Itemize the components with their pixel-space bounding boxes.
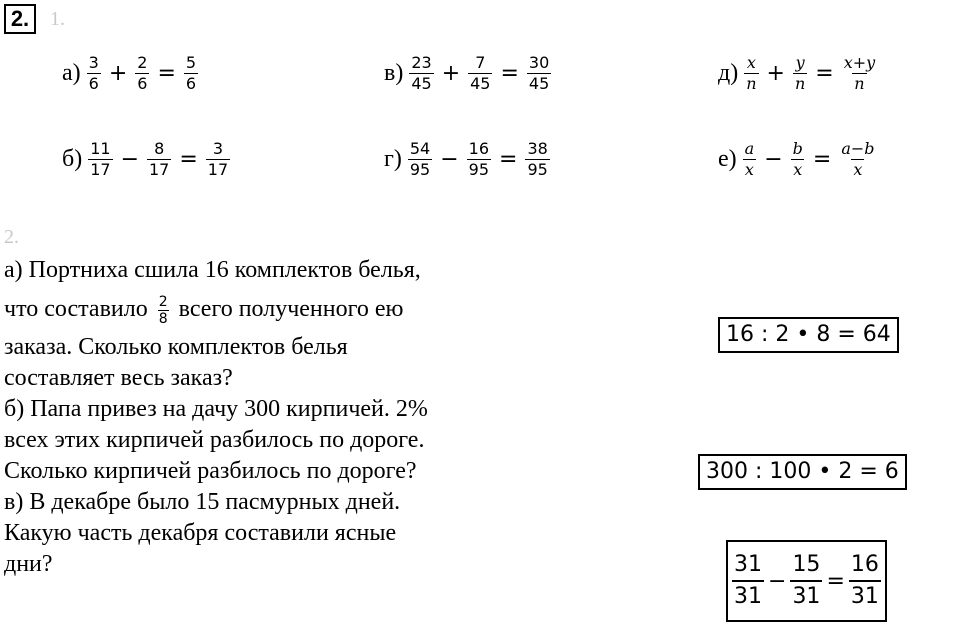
fraction-denominator: x: [744, 159, 754, 179]
fraction-denominator: 31: [790, 580, 822, 612]
equation-v: [384, 38, 553, 108]
fraction-denominator: 31: [732, 580, 764, 612]
fraction-left: [743, 139, 757, 180]
fraction-left: [409, 53, 433, 94]
answer-c-fraction-1: [732, 550, 764, 612]
fraction-numerator: 16: [850, 552, 879, 577]
equals-sign: =: [157, 60, 176, 86]
fraction-denominator: 95: [468, 159, 489, 179]
equals-sign: =: [499, 146, 518, 172]
equation-letter: г): [384, 145, 402, 172]
fraction-result: [839, 139, 876, 180]
task-block: [4, 255, 604, 580]
equals-sign: =: [179, 146, 198, 172]
task-b-line: б) Папа привез на дачу 300 кирпичей. 2%: [4, 396, 428, 422]
exercise-number-badge: 2.: [4, 4, 36, 34]
fraction-numerator: 15: [792, 552, 821, 577]
equation-a: [62, 38, 200, 108]
task-a-line: составляет весь заказ?: [4, 365, 233, 391]
task-a-line: заказа. Сколько комплектов белья: [4, 334, 348, 360]
fraction-right: [467, 139, 491, 180]
fraction-denominator: n: [746, 73, 757, 93]
fraction-numerator: 3: [212, 138, 224, 158]
fraction-numerator: 38: [527, 138, 548, 158]
fraction-result: [184, 53, 198, 94]
equation-letter: а): [62, 59, 81, 86]
fraction-denominator: n: [794, 73, 806, 93]
fraction-numerator: 5: [185, 52, 197, 72]
task-a-line: [4, 286, 604, 332]
fraction-two-eighths: [158, 294, 169, 327]
fraction-numerator: 23: [411, 52, 432, 72]
equals-sign: =: [812, 146, 832, 172]
fraction-numerator: 16: [468, 138, 489, 158]
fraction-result: [842, 53, 877, 94]
equation-letter: д): [718, 59, 739, 86]
equation-letter: б): [62, 145, 83, 172]
fraction-numerator: a−b: [841, 138, 875, 158]
fraction-numerator: 2: [137, 52, 148, 72]
fraction-numerator: x+y: [843, 52, 876, 72]
equation-d: [718, 38, 879, 108]
fraction-right: [793, 53, 807, 94]
fraction-numerator: 31: [734, 552, 762, 577]
plus-sign: +: [766, 60, 785, 86]
answer-c-box: [726, 540, 887, 622]
fraction-denominator: 6: [88, 73, 99, 93]
fraction-denominator: 6: [137, 73, 148, 93]
minus-sign: −: [768, 568, 787, 594]
fraction-numerator: 8: [154, 138, 165, 158]
equation-g: [384, 124, 552, 194]
fraction-numerator: 11: [90, 138, 111, 158]
fraction-denominator: n: [854, 73, 865, 93]
fraction-left: [408, 139, 432, 180]
fraction-numerator: 3: [88, 52, 99, 72]
task-b-line: всех этих кирпичей разбилось по дороге.: [4, 427, 425, 453]
fraction-numerator: x: [746, 52, 756, 72]
fraction-left: [744, 53, 758, 94]
equation-letter: в): [384, 59, 404, 86]
equals-sign: =: [815, 60, 834, 86]
fraction-numerator: a: [744, 138, 755, 158]
equation-letter: е): [718, 145, 737, 172]
plus-sign: +: [108, 60, 128, 86]
task-a-line: а) Портниха сшила 16 комплектов белья,: [4, 257, 421, 283]
fraction-right: [468, 53, 492, 94]
fraction-numerator: 7: [475, 52, 486, 72]
plus-sign: +: [441, 60, 461, 86]
fraction-denominator: 45: [411, 73, 432, 93]
equals-sign: =: [826, 568, 845, 594]
answer-c-fraction-2: [790, 550, 822, 612]
task-c-line: дни?: [4, 551, 53, 577]
minus-sign: −: [120, 146, 139, 172]
equals-sign: =: [500, 60, 519, 86]
fraction-denominator: 31: [849, 580, 881, 612]
fraction-denominator: x: [793, 159, 803, 179]
fraction-numerator: 54: [409, 138, 431, 158]
section-1-number: 1.: [50, 8, 65, 30]
task-b-line: Сколько кирпичей разбилось по дороге?: [4, 458, 417, 484]
fraction-denominator: 17: [149, 159, 170, 179]
fraction-left: [88, 139, 112, 180]
fraction-result: [206, 139, 230, 180]
fraction-denominator: 8: [158, 310, 168, 327]
fraction-denominator: 95: [409, 159, 431, 179]
fraction-numerator: b: [792, 138, 803, 158]
answer-b-box: 300 : 100 • 2 = 6: [698, 454, 907, 490]
task-c-line: Какую часть декабря составили ясные: [4, 520, 397, 546]
minus-sign: −: [440, 146, 459, 172]
task-a-text: что составило: [4, 296, 148, 322]
answer-c-fraction-3: [849, 550, 881, 612]
fraction-numerator: y: [795, 52, 805, 72]
equation-b: [62, 124, 232, 194]
fraction-denominator: 17: [90, 159, 111, 179]
task-c-line: в) В декабре было 15 пасмурных дней.: [4, 489, 401, 515]
equation-e: [718, 124, 879, 194]
fraction-result: [525, 139, 549, 180]
fraction-denominator: 45: [528, 73, 550, 93]
fraction-denominator: 17: [207, 159, 229, 179]
fraction-denominator: 95: [527, 159, 548, 179]
fraction-right: [147, 139, 171, 180]
fraction-left: [87, 53, 101, 94]
minus-sign: −: [764, 146, 783, 172]
fraction-numerator: 2: [158, 293, 168, 310]
answer-a-box: 16 : 2 • 8 = 64: [718, 317, 899, 353]
fraction-right: [791, 139, 805, 180]
fraction-denominator: 45: [470, 73, 491, 93]
section-2-number: 2.: [4, 226, 19, 248]
fraction-numerator: 30: [528, 52, 550, 72]
fraction-denominator: x: [853, 159, 863, 179]
fraction-denominator: 6: [185, 73, 197, 93]
fraction-result: [527, 53, 551, 94]
fraction-right: [135, 53, 149, 94]
task-a-text: всего полученного ею: [178, 296, 404, 322]
